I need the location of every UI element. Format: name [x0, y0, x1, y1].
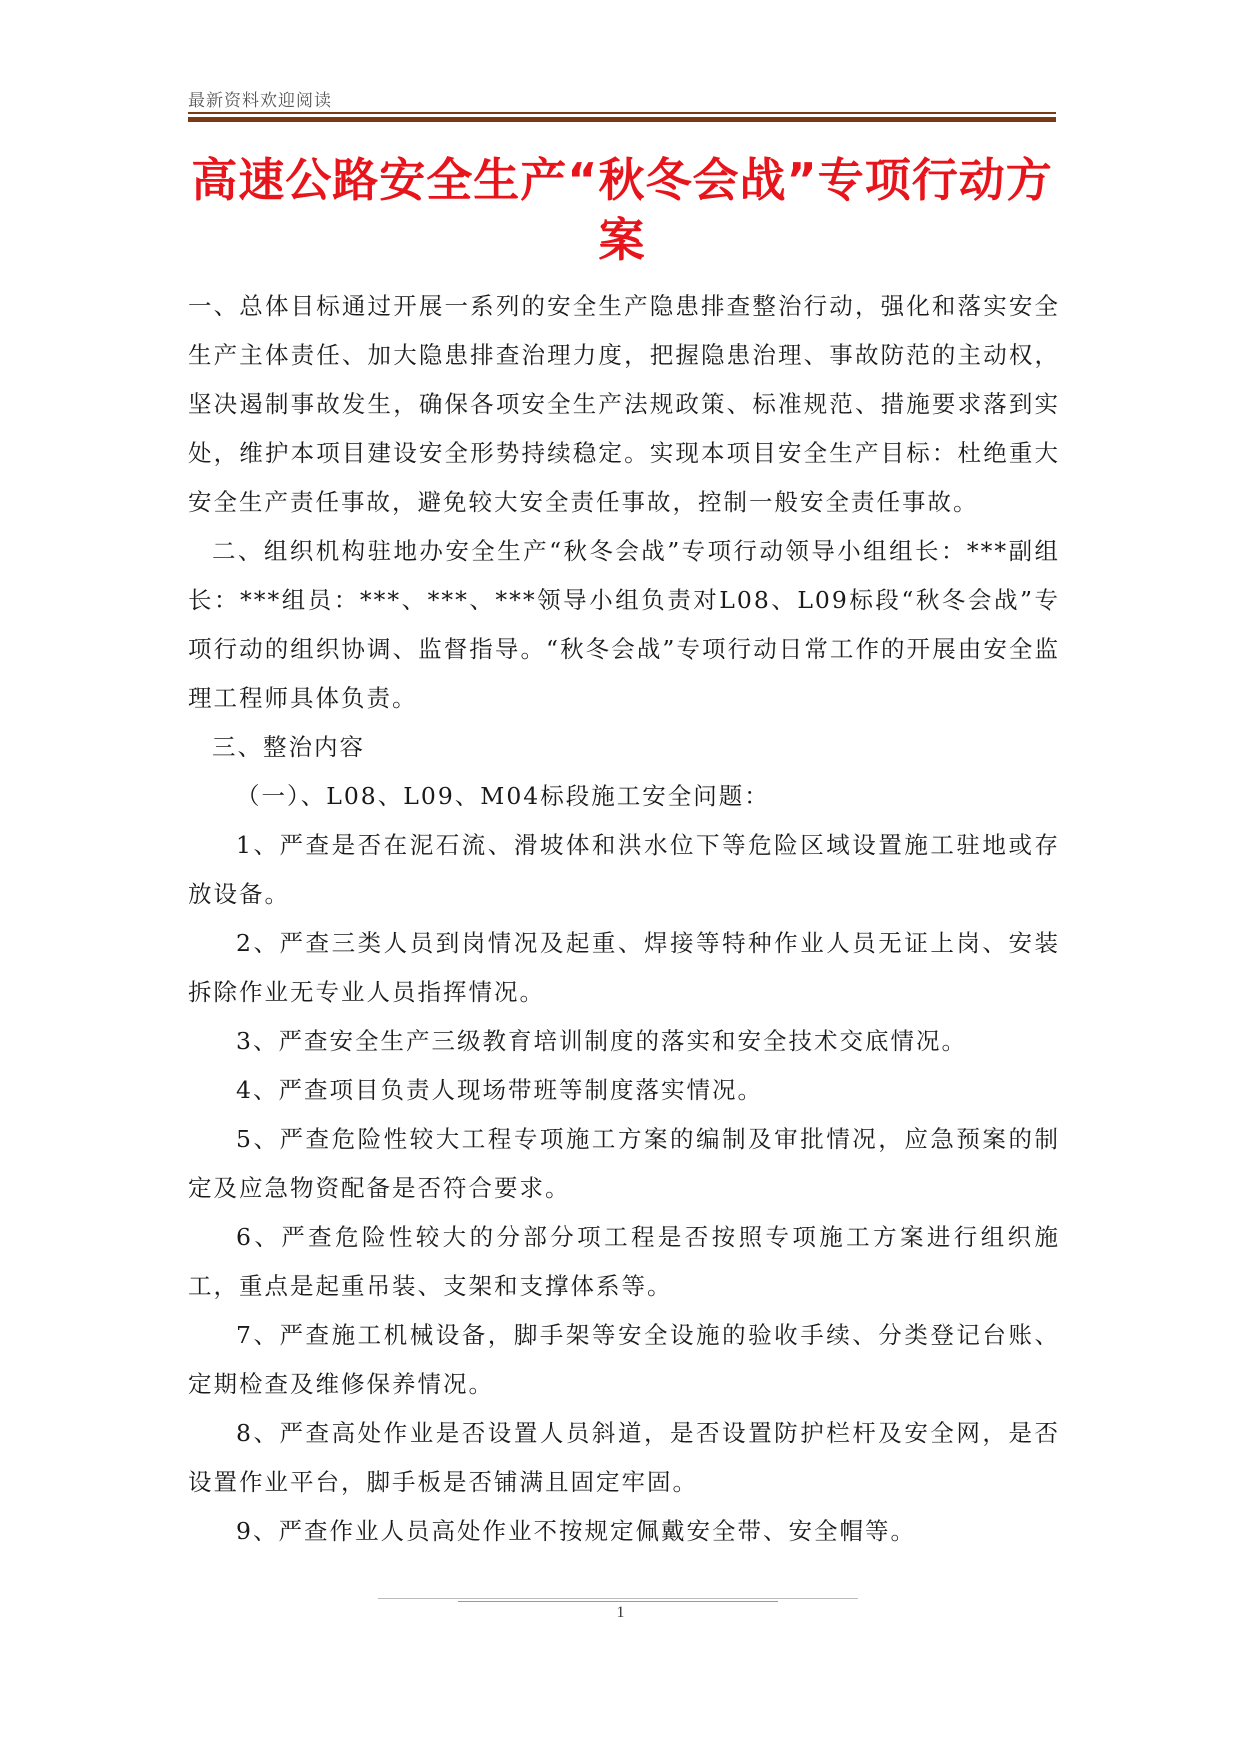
list-item-8: 8、严查高处作业是否设置人员斜道，是否设置防护栏杆及安全网，是否设置作业平台，脚手板是否铺满且固定牢固。 — [188, 1419, 1060, 1496]
list-item-5: 5、严查危险性较大工程专项施工方案的编制及审批情况，应急预案的制定及应急物资配备是否符合要求。 — [188, 1125, 1060, 1202]
list-item-3: 3、严查安全生产三级教育培训制度的落实和安全技术交底情况。 — [236, 1027, 967, 1055]
footer-divider — [378, 1598, 858, 1602]
header-divider — [188, 112, 1056, 122]
page-number: 1 — [616, 1604, 625, 1621]
document-body — [188, 282, 1060, 1556]
subsection-heading: （一）、L08、L09、M04标段施工安全问题： — [236, 782, 770, 810]
list-item-7: 7、严查施工机械设备，脚手架等安全设施的验收手续、分类登记台账、定期检查及维修保养情况。 — [188, 1321, 1060, 1398]
list-item-1: 1、严查是否在泥石流、滑坡体和洪水位下等危险区域设置施工驻地或存放设备。 — [188, 831, 1060, 908]
section-heading-content: 三、整治内容 — [212, 733, 365, 761]
list-item-4: 4、严查项目负责人现场带班等制度落实情况。 — [236, 1076, 763, 1104]
paragraph-goal: 一、总体目标通过开展一系列的安全生产隐患排查整治行动，强化和落实安全生产主体责任、加大隐患排查治理力度，把握隐患治理、事故防范的主动权，坚决遏制事故发生，确保各项安全生产法规政策、标准规范、措施要求落到实处，维护本项目建设安全形势持续稳定。实现本项目安全生产目标：杜绝重大安全生产责任事故，避免较大安全责任事故，控制一般安全责任事故。 — [188, 292, 1060, 516]
list-item-9: 9、严查作业人员高处作业不按规定佩戴安全带、安全帽等。 — [236, 1517, 916, 1545]
paragraph-organization: 二、组织机构驻地办安全生产“秋冬会战”专项行动领导小组组长：***副组长：***组员：***、***、***领导小组负责对L08、L09标段“秋冬会战”专项行动的组织协调、监督指导。“秋冬会战”专项行动日常工作的开展由安全监理工程师具体负责。 — [188, 537, 1060, 712]
list-item-2: 2、严查三类人员到岗情况及起重、焊接等特种作业人员无证上岗、安装拆除作业无专业人员指挥情况。 — [188, 929, 1060, 1006]
list-item-6: 6、严查危险性较大的分部分项工程是否按照专项施工方案进行组织施工，重点是起重吊装、支架和支撑体系等。 — [188, 1223, 1060, 1300]
header-note: 最新资料欢迎阅读 — [188, 91, 332, 111]
document-title: 高速公路安全生产“秋冬会战”专项行动方案 — [191, 153, 1053, 267]
